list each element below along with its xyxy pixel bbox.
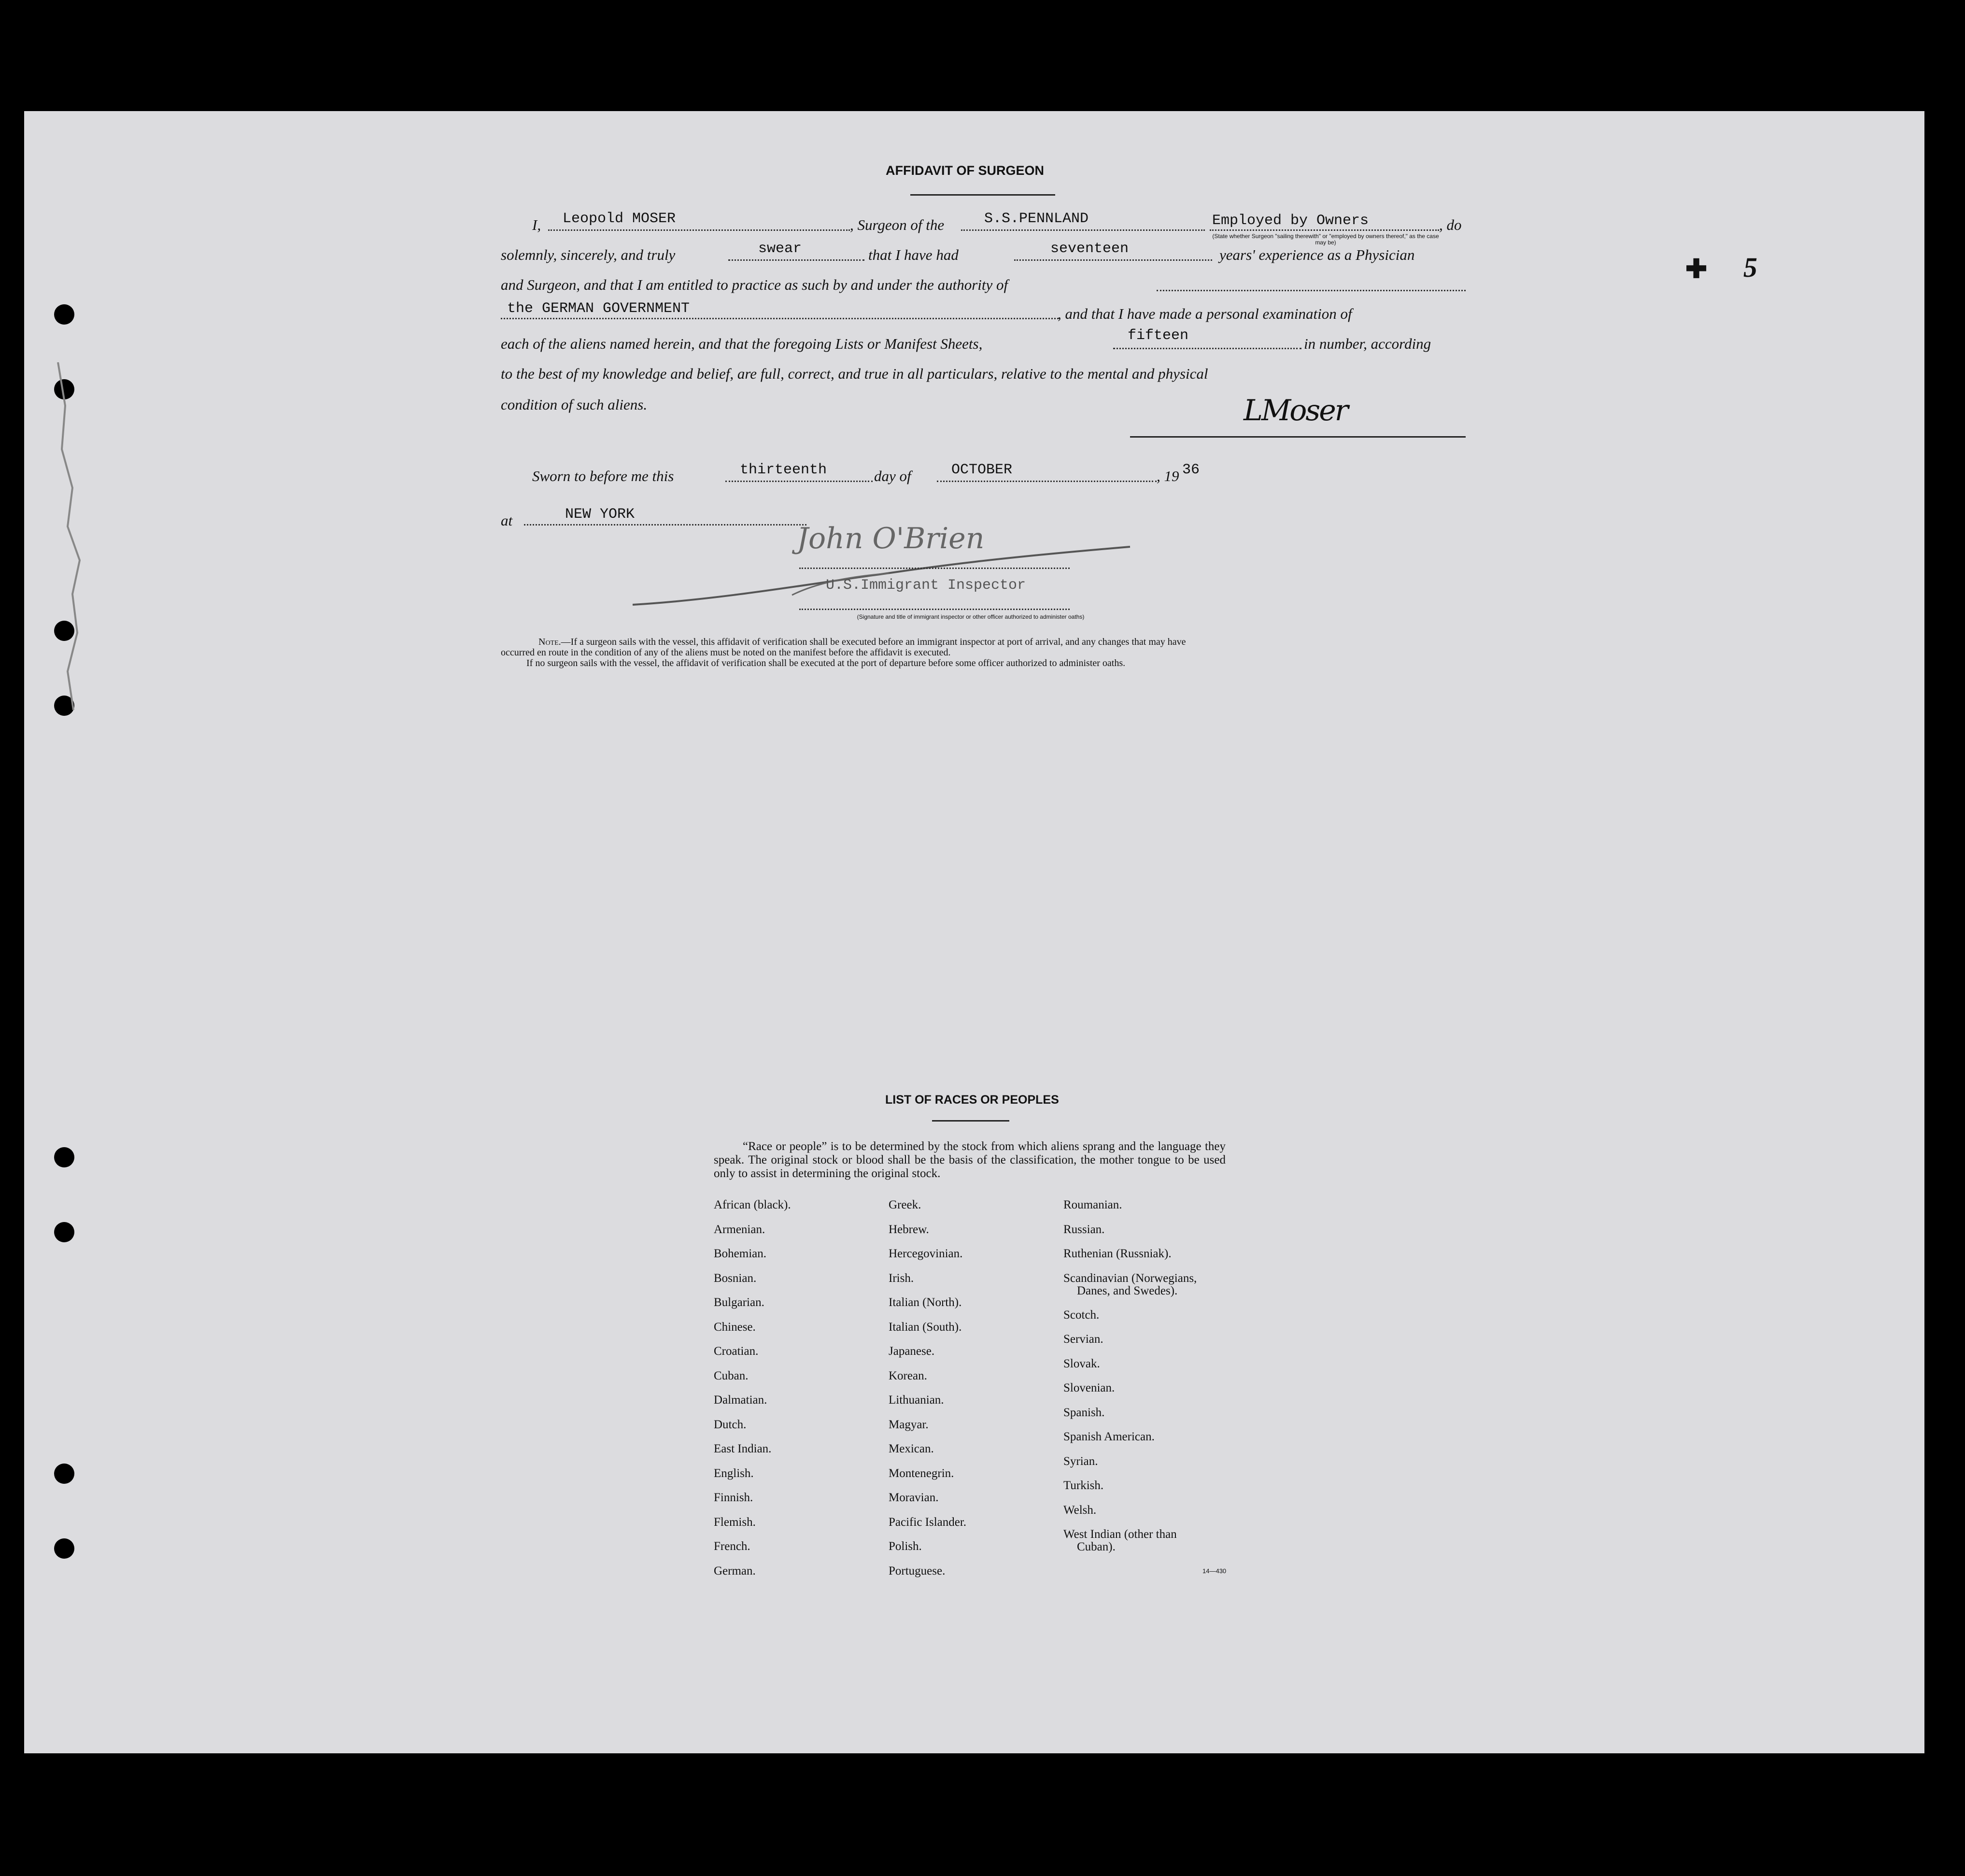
place-field xyxy=(524,524,806,526)
inspector-title: U.S.Immigrant Inspector xyxy=(826,577,1026,594)
race-item: Welsh. xyxy=(1063,1503,1097,1517)
punch-hole xyxy=(54,1147,74,1167)
note-p2: If no surgeon sails with the vessel, the affidavit of verification shall be executed at the port of departure before some officer authorized to administer oaths. xyxy=(526,658,1126,668)
sworn-year: 36 xyxy=(1182,462,1200,478)
races-col-3 xyxy=(1063,1193,1197,1553)
race-item: Moravian. xyxy=(889,1491,939,1504)
race-item: Greek. xyxy=(889,1198,921,1211)
race-item: Chinese. xyxy=(714,1320,756,1334)
race-item: Croatian. xyxy=(714,1345,759,1358)
race-item: Portuguese. xyxy=(889,1564,946,1578)
oath-type: swear xyxy=(758,241,802,257)
surgeon-name: Leopold MOSER xyxy=(563,211,676,227)
race-item: Bohemian. xyxy=(714,1247,767,1260)
punch-hole xyxy=(54,1222,74,1242)
sworn-prefix: Sworn to before me this xyxy=(532,468,674,484)
race-item-line: Scandinavian (Norwegians, xyxy=(1063,1271,1197,1285)
race-item: Servian. xyxy=(1063,1333,1103,1346)
years-experience: seventeen xyxy=(1050,241,1129,257)
race-item: Dutch. xyxy=(714,1418,747,1431)
race-item-line: Cuban). xyxy=(1077,1540,1116,1553)
line1-mid: , Surgeon of the xyxy=(850,216,945,233)
manifest-sheet xyxy=(24,111,1924,1753)
race-item: Slovenian. xyxy=(1063,1381,1115,1394)
inspector-signature-line xyxy=(799,568,1070,569)
race-item: German. xyxy=(714,1564,756,1578)
sworn-year-prefix: , 19 xyxy=(1157,468,1179,484)
race-item: Russian. xyxy=(1063,1222,1105,1236)
race-item: Italian (South). xyxy=(889,1320,962,1334)
race-item-scandinavian xyxy=(1063,1266,1197,1303)
note-p1b: occurred en route in the condition of any of the aliens must be noted on the manifest before the affidavit is executed. xyxy=(501,647,951,658)
sworn-day: thirteenth xyxy=(740,462,827,478)
oath-field xyxy=(728,259,864,261)
note-p1a: —If a surgeon sails with the vessel, this affidavit of verification shall be executed before an immigrant inspector at port of arrival, and any changes that may have xyxy=(561,637,1186,647)
races-intro: “Race or people” is to be determined by the stock from which aliens sprang and the language they speak. The original stock or blood shall be the basis of the classification, the mother tongue to be used only to assist in determining the original stock. xyxy=(714,1140,1226,1180)
sworn-month-field xyxy=(937,481,1157,482)
form-number: 14—430 xyxy=(1202,1567,1227,1575)
race-item: Mexican. xyxy=(889,1442,934,1455)
authority-field xyxy=(501,318,1059,319)
race-item-line: West Indian (other than xyxy=(1063,1528,1177,1541)
sheet-count: fifteen xyxy=(1128,327,1189,344)
sworn-day-field xyxy=(725,481,873,482)
race-item: Italian (North). xyxy=(889,1296,962,1309)
race-item: East Indian. xyxy=(714,1442,772,1455)
surgeon-signature: LMoser xyxy=(1244,394,1347,427)
signature-caption: (Signature and title of immigrant inspector or other officer authorized to administer oaths) xyxy=(857,613,1085,620)
races-col-1 xyxy=(714,1193,791,1583)
inspector-signature: John O'Brien xyxy=(797,522,985,555)
race-item: Hercegovinian. xyxy=(889,1247,963,1260)
races-col-2 xyxy=(889,1193,966,1583)
races-title-underline xyxy=(932,1120,1009,1122)
line7: condition of such aliens. xyxy=(501,396,648,413)
punch-hole xyxy=(54,1464,74,1484)
surgeon-name-field xyxy=(548,229,850,231)
race-item: Bosnian. xyxy=(714,1271,757,1285)
race-item: Pacific Islander. xyxy=(889,1515,967,1529)
line1-suffix: , do xyxy=(1439,216,1462,233)
race-item-west-indian xyxy=(1063,1522,1197,1553)
race-item: Magyar. xyxy=(889,1418,929,1431)
punch-hole xyxy=(54,304,74,325)
line2-prefix: solemnly, sincerely, and truly xyxy=(501,246,676,263)
affidavit-title: AFFIDAVIT OF SURGEON xyxy=(886,163,1044,178)
race-item: English. xyxy=(714,1466,754,1480)
place-prefix: at xyxy=(501,512,513,529)
races-title: LIST OF RACES OR PEOPLES xyxy=(885,1093,1059,1107)
employment-field xyxy=(1210,229,1439,231)
race-item: Cuban. xyxy=(714,1369,749,1382)
employment-note: (State whether Surgeon "sailing therewith" or "employed by owners thereof," as the case may be) xyxy=(1212,233,1439,246)
race-item: Finnish. xyxy=(714,1491,753,1504)
surgeon-signature-line xyxy=(1130,436,1466,438)
race-item: Dalmatian. xyxy=(714,1393,767,1407)
punch-hole xyxy=(54,1538,74,1559)
race-item: Irish. xyxy=(889,1271,914,1285)
authority: the GERMAN GOVERNMENT xyxy=(507,300,690,317)
place-city: NEW YORK xyxy=(565,506,635,523)
race-item: African (black). xyxy=(714,1198,791,1211)
line4-suffix: , and that I have made a personal examination of xyxy=(1058,305,1352,322)
race-item: Japanese. xyxy=(889,1345,935,1358)
race-item: Flemish. xyxy=(714,1515,756,1529)
race-item: Hebrew. xyxy=(889,1222,929,1236)
note xyxy=(501,637,1467,668)
inspector-title-line xyxy=(799,609,1070,610)
race-item: Spanish. xyxy=(1063,1406,1105,1419)
race-item: Lithuanian. xyxy=(889,1393,944,1407)
title-underline xyxy=(910,194,1055,196)
line3: and Surgeon, and that I am entitled to practice as such by and under the authority of xyxy=(501,276,1008,293)
employment-status: Employed by Owners xyxy=(1212,213,1369,229)
race-item: French. xyxy=(714,1540,750,1553)
torn-edge xyxy=(39,362,92,710)
line5-prefix: each of the aliens named herein, and that the foregoing Lists or Manifest Sheets, xyxy=(501,335,983,352)
sheet-count-field xyxy=(1113,348,1301,349)
sworn-month: OCTOBER xyxy=(951,462,1013,478)
race-item: Korean. xyxy=(889,1369,927,1382)
race-item: Bulgarian. xyxy=(714,1296,764,1309)
line5-suffix: in number, according xyxy=(1304,335,1431,352)
line1-prefix: I, xyxy=(532,216,541,233)
sworn-mid: day of xyxy=(874,468,911,484)
race-item: Armenian. xyxy=(714,1222,765,1236)
race-item: Montenegrin. xyxy=(889,1466,954,1480)
race-item: Syrian. xyxy=(1063,1454,1098,1468)
race-item: Spanish American. xyxy=(1063,1430,1155,1443)
authority-field-start xyxy=(1157,290,1466,291)
line2-suffix: years' experience as a Physician xyxy=(1219,246,1415,263)
line6: to the best of my knowledge and belief, are full, correct, and true in all particulars, relative to the mental and physical xyxy=(501,365,1208,382)
line2-mid: that I have had xyxy=(868,246,959,263)
race-item-line: Danes, and Swedes). xyxy=(1077,1284,1178,1297)
ship-name: S.S.PENNLAND xyxy=(984,211,1089,227)
race-item: Polish. xyxy=(889,1540,922,1553)
ship-name-field xyxy=(961,229,1205,231)
race-item: Slovak. xyxy=(1063,1357,1100,1370)
years-field xyxy=(1014,259,1212,261)
race-item: Ruthenian (Russniak). xyxy=(1063,1247,1172,1260)
margin-mark: ✚ xyxy=(1685,255,1708,284)
race-item: Turkish. xyxy=(1063,1479,1104,1492)
margin-number: 5 xyxy=(1743,252,1757,283)
race-item: Roumanian. xyxy=(1063,1198,1122,1211)
note-label: Note. xyxy=(538,637,561,647)
race-item: Scotch. xyxy=(1063,1308,1100,1322)
